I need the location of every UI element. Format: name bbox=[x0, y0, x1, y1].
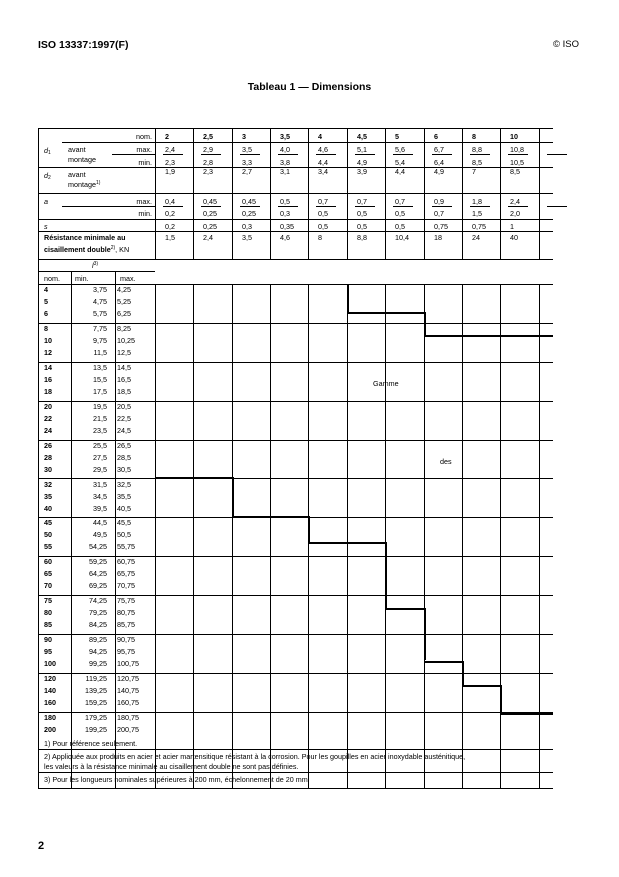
length-max: 30,5 bbox=[117, 464, 131, 474]
shear-value: 1,5 bbox=[165, 233, 175, 242]
length-max: 10,25 bbox=[117, 335, 135, 345]
s-value: 1 bbox=[510, 222, 514, 231]
range-boundary bbox=[232, 516, 309, 518]
d2-value: 4,4 bbox=[395, 167, 405, 176]
length-max: 95,75 bbox=[117, 647, 135, 657]
shear-value: 8,8 bbox=[357, 233, 367, 242]
length-min: 4,75 bbox=[93, 297, 107, 306]
length-nominal: 200 bbox=[44, 724, 56, 734]
d2-value: 2,3 bbox=[203, 167, 213, 176]
length-nominal: 14 bbox=[44, 362, 52, 372]
length-min: 23,5 bbox=[93, 425, 107, 435]
column-divider bbox=[232, 284, 233, 788]
length-max: 8,25 bbox=[117, 323, 131, 333]
length-nominal: 140 bbox=[44, 686, 56, 695]
underline bbox=[470, 154, 490, 155]
length-max: 12,5 bbox=[117, 347, 131, 357]
length-nominal: 85 bbox=[44, 620, 52, 630]
length-max: 120,75 bbox=[117, 674, 139, 683]
a-min-value: 0,2 bbox=[165, 209, 175, 218]
d1-max-value: 3,5 bbox=[242, 145, 252, 154]
length-min: 34,5 bbox=[93, 491, 107, 501]
length-min: 15,5 bbox=[93, 374, 107, 384]
nominal-size: 3 bbox=[242, 132, 246, 141]
copyright: © ISO bbox=[552, 39, 579, 50]
underline bbox=[201, 154, 221, 155]
s-value: 0,5 bbox=[395, 222, 405, 231]
range-label-gamme: Gamme bbox=[373, 379, 399, 388]
length-min: 21,5 bbox=[93, 413, 107, 423]
nominal-size: 2,5 bbox=[203, 132, 213, 141]
d1-max-value: 5,1 bbox=[357, 145, 367, 154]
length-min: 44,5 bbox=[93, 518, 107, 528]
length-max: 55,75 bbox=[117, 542, 135, 552]
length-min: 25,5 bbox=[93, 440, 107, 450]
underline bbox=[393, 206, 413, 207]
d1-min-value: 2,8 bbox=[203, 158, 213, 167]
range-label-des: des bbox=[440, 457, 452, 466]
a-max-value: 0,5 bbox=[280, 197, 290, 206]
rule bbox=[38, 193, 553, 194]
nominal-size: 4,5 bbox=[357, 132, 367, 141]
underline bbox=[547, 154, 567, 155]
underline bbox=[393, 154, 413, 155]
length-nominal: 45 bbox=[44, 518, 52, 528]
length-min: 3,75 bbox=[93, 285, 107, 294]
a-max-value: 0,45 bbox=[203, 197, 217, 206]
range-boundary bbox=[424, 312, 426, 335]
d1-min-value: 3,3 bbox=[242, 158, 252, 167]
length-max: 90,75 bbox=[117, 635, 135, 645]
length-min: 94,25 bbox=[89, 647, 107, 657]
d1-min-label: min. bbox=[138, 158, 152, 167]
d1-max-label: max. bbox=[136, 145, 152, 154]
nominal-size: 3,5 bbox=[280, 132, 290, 141]
range-boundary bbox=[232, 477, 234, 516]
length-nominal: 24 bbox=[44, 425, 52, 435]
range-boundary bbox=[424, 661, 462, 663]
nominal-size: 10 bbox=[510, 132, 518, 141]
s-value: 0,75 bbox=[472, 222, 486, 231]
length-min: 31,5 bbox=[93, 479, 107, 489]
underline bbox=[355, 154, 375, 155]
a-symbol: a bbox=[44, 197, 48, 206]
length-nominal: 70 bbox=[44, 581, 52, 591]
rule bbox=[38, 749, 553, 750]
footnote: les valeurs à la résistance minimale au cisaillement double ne sont pas définies. bbox=[44, 762, 299, 771]
rule bbox=[38, 219, 553, 220]
length-max: 16,5 bbox=[117, 374, 131, 384]
length-max: 14,5 bbox=[117, 362, 131, 372]
shear-value: 8 bbox=[318, 233, 322, 242]
a-min-value: 0,25 bbox=[242, 209, 256, 218]
a-min-label: min. bbox=[138, 209, 152, 218]
range-boundary bbox=[500, 685, 502, 712]
length-max: 65,75 bbox=[117, 569, 135, 579]
length-symbol: $l^{3)}$ bbox=[92, 261, 99, 270]
length-min: 17,5 bbox=[93, 386, 107, 396]
a-max-value: 2,4 bbox=[510, 197, 520, 206]
nominal-size: 6 bbox=[434, 132, 438, 141]
length-max: 45,5 bbox=[117, 518, 131, 528]
underline bbox=[240, 154, 260, 155]
underline bbox=[201, 206, 221, 207]
nominal-size: 4 bbox=[318, 132, 322, 141]
column-divider bbox=[270, 284, 271, 788]
underline bbox=[316, 154, 336, 155]
d1-min-value: 10,5 bbox=[510, 158, 524, 167]
length-max: 40,5 bbox=[117, 503, 131, 513]
range-boundary bbox=[500, 713, 553, 715]
a-max-value: 0,7 bbox=[395, 197, 405, 206]
range-boundary bbox=[462, 685, 501, 687]
underline bbox=[278, 154, 298, 155]
a-min-value: 0,5 bbox=[318, 209, 328, 218]
length-nominal: 16 bbox=[44, 374, 52, 384]
length-min: 74,25 bbox=[89, 596, 107, 606]
length-max: 32,5 bbox=[117, 479, 131, 489]
rule bbox=[112, 154, 155, 155]
d1-max-value: 4,6 bbox=[318, 145, 328, 154]
d2-value: 7 bbox=[472, 167, 476, 176]
length-min: 7,75 bbox=[93, 323, 107, 333]
rule bbox=[38, 259, 553, 260]
underline bbox=[470, 206, 490, 207]
underline bbox=[316, 206, 336, 207]
a-max-value: 0,9 bbox=[434, 197, 444, 206]
length-max: 100,75 bbox=[117, 659, 139, 669]
d1-max-value: 2,9 bbox=[203, 145, 213, 154]
rule bbox=[38, 271, 155, 272]
d1-min-value: 8,5 bbox=[472, 158, 482, 167]
rule bbox=[115, 284, 116, 788]
column-divider bbox=[193, 284, 194, 788]
shear-value: 24 bbox=[472, 233, 480, 242]
length-max: 80,75 bbox=[117, 608, 135, 618]
length-max: 200,75 bbox=[117, 724, 139, 734]
length-nominal: 12 bbox=[44, 347, 52, 357]
table-left-border bbox=[38, 128, 39, 788]
length-max: 70,75 bbox=[117, 581, 135, 591]
d2-value: 3,9 bbox=[357, 167, 367, 176]
d1-max-value: 4,0 bbox=[280, 145, 290, 154]
length-max-label: max. bbox=[120, 274, 136, 283]
range-boundary bbox=[385, 608, 424, 610]
d2-value: 3,1 bbox=[280, 167, 290, 176]
length-min: 19,5 bbox=[93, 401, 107, 411]
length-nominal: 180 bbox=[44, 712, 56, 722]
a-max-value: 0,7 bbox=[357, 197, 367, 206]
nom-label: nom. bbox=[136, 132, 152, 141]
range-boundary bbox=[385, 542, 387, 608]
table-title: Tableau 1 — Dimensions bbox=[247, 81, 372, 93]
table-top-border bbox=[38, 128, 553, 129]
d1-max-value: 10,8 bbox=[510, 145, 524, 154]
length-nominal: 8 bbox=[44, 323, 48, 333]
length-min: 54,25 bbox=[89, 542, 107, 552]
s-value: 0,5 bbox=[357, 222, 367, 231]
a-min-value: 2,0 bbox=[510, 209, 520, 218]
length-max: 85,75 bbox=[117, 620, 135, 630]
a-max-label: max. bbox=[136, 197, 152, 206]
length-max: 75,75 bbox=[117, 596, 135, 606]
length-nominal: 95 bbox=[44, 647, 52, 657]
range-boundary bbox=[308, 542, 386, 544]
footnote: 2) Appliquée aux produits en acier et acier martensitique résistant à la corrosion. Pour les goupilles en acier inoxydable austénitique, bbox=[44, 752, 466, 761]
length-nominal: 50 bbox=[44, 530, 52, 540]
underline bbox=[163, 154, 183, 155]
length-max: 60,75 bbox=[117, 557, 135, 567]
d1-max-value: 5,6 bbox=[395, 145, 405, 154]
s-value: 0,35 bbox=[280, 222, 294, 231]
length-nominal: 5 bbox=[44, 297, 48, 306]
length-nominal: 6 bbox=[44, 309, 48, 318]
length-min: 5,75 bbox=[93, 309, 107, 318]
column-divider bbox=[385, 284, 386, 788]
length-nominal: 55 bbox=[44, 542, 52, 552]
range-boundary bbox=[462, 661, 464, 686]
length-max: 18,5 bbox=[117, 386, 131, 396]
rule bbox=[71, 284, 72, 788]
length-min: 27,5 bbox=[93, 452, 107, 462]
length-max: 140,75 bbox=[117, 686, 139, 695]
shear-value: 40 bbox=[510, 233, 518, 242]
length-nominal: 4 bbox=[44, 285, 48, 294]
rule bbox=[71, 271, 72, 285]
nominal-size: 5 bbox=[395, 132, 399, 141]
a-max-value: 0,7 bbox=[318, 197, 328, 206]
a-min-value: 0,5 bbox=[395, 209, 405, 218]
underline bbox=[355, 206, 375, 207]
d1-min-value: 3,8 bbox=[280, 158, 290, 167]
column-divider bbox=[424, 284, 425, 788]
underline bbox=[508, 154, 528, 155]
rule bbox=[115, 271, 116, 285]
d1-min-value: 4,4 bbox=[318, 158, 328, 167]
length-min: 159,25 bbox=[85, 698, 107, 707]
range-boundary bbox=[347, 284, 349, 312]
a-min-value: 1,5 bbox=[472, 209, 482, 218]
column-divider bbox=[347, 284, 348, 788]
shear-value: 4,6 bbox=[280, 233, 290, 242]
range-boundary bbox=[347, 312, 424, 314]
underline bbox=[508, 206, 528, 207]
d2-value: 4,9 bbox=[434, 167, 444, 176]
length-nominal: 80 bbox=[44, 608, 52, 618]
nominal-size: 2 bbox=[165, 132, 169, 141]
length-max: 180,75 bbox=[117, 712, 139, 722]
shear-label: Résistance minimale au bbox=[44, 233, 126, 242]
s-value: 0,3 bbox=[242, 222, 252, 231]
range-boundary bbox=[424, 608, 426, 660]
length-nominal: 20 bbox=[44, 401, 52, 411]
d2-value: 1,9 bbox=[165, 167, 175, 176]
underline bbox=[547, 206, 567, 207]
range-boundary bbox=[424, 335, 553, 337]
length-max: 50,5 bbox=[117, 530, 131, 540]
d2-desc: avant bbox=[68, 170, 86, 179]
length-min: 179,25 bbox=[85, 712, 107, 722]
rule bbox=[62, 142, 155, 143]
length-nominal: 28 bbox=[44, 452, 52, 462]
length-min: 89,25 bbox=[89, 635, 107, 645]
length-nominal: 100 bbox=[44, 659, 56, 669]
shear-value: 2,4 bbox=[203, 233, 213, 242]
length-max: 4,25 bbox=[117, 285, 131, 294]
d1-desc: avant bbox=[68, 145, 86, 154]
length-min: 29,5 bbox=[93, 464, 107, 474]
s-value: 0,5 bbox=[318, 222, 328, 231]
length-nominal: 35 bbox=[44, 491, 52, 501]
length-nominal: 60 bbox=[44, 557, 52, 567]
table-bottom-border bbox=[38, 788, 553, 789]
length-min: 13,5 bbox=[93, 362, 107, 372]
d2-value: 8,5 bbox=[510, 167, 520, 176]
length-min: 39,5 bbox=[93, 503, 107, 513]
length-min: 199,25 bbox=[85, 724, 107, 734]
a-min-value: 0,3 bbox=[280, 209, 290, 218]
a-max-value: 0,45 bbox=[242, 197, 256, 206]
length-nominal: 120 bbox=[44, 674, 56, 683]
a-min-value: 0,25 bbox=[203, 209, 217, 218]
length-nominal: 30 bbox=[44, 464, 52, 474]
underline bbox=[432, 154, 452, 155]
length-max: 5,25 bbox=[117, 297, 131, 306]
length-nominal: 10 bbox=[44, 335, 52, 345]
s-value: 0,25 bbox=[203, 222, 217, 231]
d1-min-value: 5,4 bbox=[395, 158, 405, 167]
d1-min-value: 6,4 bbox=[434, 158, 444, 167]
length-min-label: min. bbox=[75, 274, 89, 283]
length-max: 6,25 bbox=[117, 309, 131, 318]
footnote: 3) Pour les longueurs nominales supérieures à 200 mm, échelonnement de 20 mm. bbox=[44, 775, 310, 784]
d2-value: 3,4 bbox=[318, 167, 328, 176]
page-number: 2 bbox=[38, 840, 45, 852]
a-max-value: 0,4 bbox=[165, 197, 175, 206]
d2-symbol: $d_2$ bbox=[44, 171, 51, 181]
s-value: 0,75 bbox=[434, 222, 448, 231]
d1-symbol: $d_1$ bbox=[44, 146, 51, 156]
length-nominal: 18 bbox=[44, 386, 52, 396]
rule bbox=[38, 772, 553, 773]
length-max: 160,75 bbox=[117, 698, 139, 707]
length-min: 99,25 bbox=[89, 659, 107, 669]
range-boundary bbox=[308, 516, 310, 543]
d1-max-value: 8,8 bbox=[472, 145, 482, 154]
length-nominal: 90 bbox=[44, 635, 52, 645]
rule bbox=[38, 231, 553, 232]
length-max: 26,5 bbox=[117, 440, 131, 450]
underline bbox=[432, 206, 452, 207]
length-nominal: 160 bbox=[44, 698, 56, 707]
length-nominal: 22 bbox=[44, 413, 52, 423]
rule bbox=[155, 142, 553, 143]
length-min: 9,75 bbox=[93, 335, 107, 345]
shear-value: 10,4 bbox=[395, 233, 409, 242]
length-min: 64,25 bbox=[89, 569, 107, 579]
a-min-value: 0,5 bbox=[357, 209, 367, 218]
length-max: 20,5 bbox=[117, 401, 131, 411]
length-min: 79,25 bbox=[89, 608, 107, 618]
length-nominal: 65 bbox=[44, 569, 52, 579]
d1-min-value: 2,3 bbox=[165, 158, 175, 167]
underline bbox=[278, 206, 298, 207]
d1-desc: montage bbox=[68, 155, 96, 164]
length-min: 49,5 bbox=[93, 530, 107, 540]
length-max: 22,5 bbox=[117, 413, 131, 423]
column-divider bbox=[155, 284, 156, 788]
length-max: 35,5 bbox=[117, 491, 131, 501]
nominal-size: 8 bbox=[472, 132, 476, 141]
a-min-value: 0,7 bbox=[434, 209, 444, 218]
length-min: 11,5 bbox=[93, 347, 107, 357]
standard-reference: ISO 13337:1997(F) bbox=[38, 39, 129, 51]
length-nominal: 75 bbox=[44, 596, 52, 606]
s-value: 0,2 bbox=[165, 222, 175, 231]
d1-max-value: 6,7 bbox=[434, 145, 444, 154]
length-nominal: 32 bbox=[44, 479, 52, 489]
column-divider bbox=[462, 284, 463, 788]
length-nominal: 40 bbox=[44, 503, 52, 513]
d1-max-value: 2,4 bbox=[165, 145, 175, 154]
footnote: 1) Pour référence seulement. bbox=[44, 739, 138, 748]
shear-value: 3,5 bbox=[242, 233, 252, 242]
shear-value: 18 bbox=[434, 233, 442, 242]
length-min: 69,25 bbox=[89, 581, 107, 591]
s-symbol: s bbox=[44, 222, 48, 231]
length-min: 84,25 bbox=[89, 620, 107, 630]
length-min: 59,25 bbox=[89, 557, 107, 567]
underline bbox=[240, 206, 260, 207]
length-min: 139,25 bbox=[85, 686, 107, 695]
length-min: 119,25 bbox=[85, 674, 107, 683]
length-nominal: 26 bbox=[44, 440, 52, 450]
underline bbox=[163, 206, 183, 207]
a-max-value: 1,8 bbox=[472, 197, 482, 206]
d2-desc: montage$^{1)}$ bbox=[68, 180, 101, 189]
d2-value: 2,7 bbox=[242, 167, 252, 176]
d1-min-value: 4,9 bbox=[357, 158, 367, 167]
length-max: 24,5 bbox=[117, 425, 131, 435]
range-boundary bbox=[155, 477, 232, 479]
length-nom-label: nom. bbox=[44, 274, 60, 283]
rule bbox=[62, 206, 155, 207]
shear-label: cisaillement double$^{2)}$, KN bbox=[44, 245, 130, 254]
length-max: 28,5 bbox=[117, 452, 131, 462]
